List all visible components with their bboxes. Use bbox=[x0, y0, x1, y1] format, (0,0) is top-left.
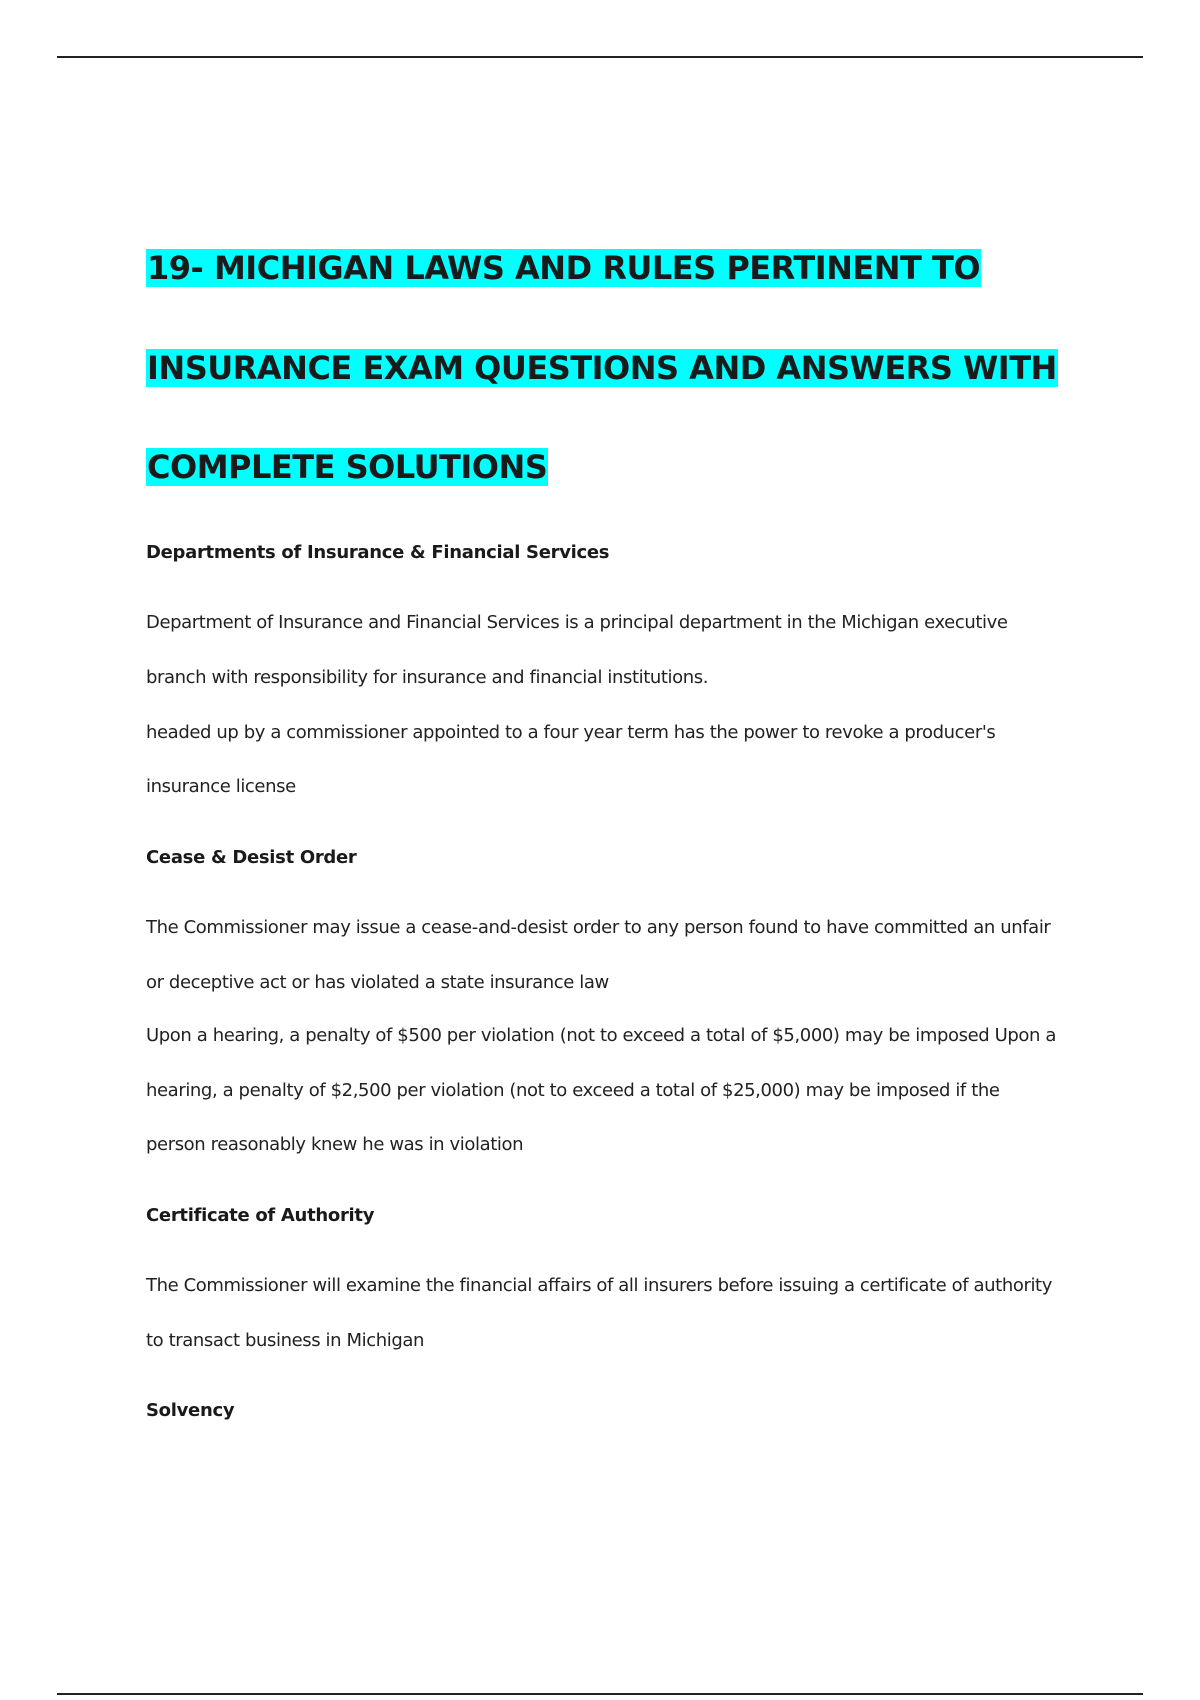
title-highlight: 19- MICHIGAN LAWS AND RULES PERTINENT TO bbox=[147, 249, 981, 287]
bottom-rule bbox=[57, 1693, 1143, 1695]
top-rule bbox=[57, 56, 1143, 58]
section-line: The Commissioner will examine the financial affairs of all insurers before issuing a certificate of authority bbox=[146, 1275, 1052, 1296]
section-line: to transact business in Michigan bbox=[146, 1330, 424, 1351]
section-line: insurance license bbox=[146, 776, 296, 797]
section-line: branch with responsibility for insurance and financial institutions. bbox=[146, 667, 709, 688]
document-title-line-2 bbox=[146, 343, 1058, 393]
title-highlight: COMPLETE SOLUTIONS bbox=[147, 448, 548, 486]
section-heading-departments: Departments of Insurance & Financial Services bbox=[146, 542, 610, 563]
section-line: Upon a hearing, a penalty of $500 per violation (not to exceed a total of $5,000) may be imposed Upon a bbox=[146, 1025, 1056, 1046]
section-line: or deceptive act or has violated a state insurance law bbox=[146, 972, 609, 993]
title-highlight: INSURANCE EXAM QUESTIONS AND ANSWERS WITH bbox=[147, 349, 1057, 387]
section-line: The Commissioner may issue a cease-and-desist order to any person found to have committed an unfair bbox=[146, 917, 1051, 938]
document-title-line-3 bbox=[146, 442, 548, 492]
section-heading-certificate: Certificate of Authority bbox=[146, 1205, 375, 1226]
section-line: Department of Insurance and Financial Services is a principal department in the Michigan executive bbox=[146, 612, 1008, 633]
document-title-line-1 bbox=[146, 243, 981, 293]
section-heading-cease-desist: Cease & Desist Order bbox=[146, 847, 357, 868]
section-line: hearing, a penalty of $2,500 per violation (not to exceed a total of $25,000) may be imposed if the bbox=[146, 1080, 1000, 1101]
section-heading-solvency: Solvency bbox=[146, 1400, 235, 1421]
section-line: headed up by a commissioner appointed to a four year term has the power to revoke a producer's bbox=[146, 722, 996, 743]
section-line: person reasonably knew he was in violation bbox=[146, 1134, 524, 1155]
